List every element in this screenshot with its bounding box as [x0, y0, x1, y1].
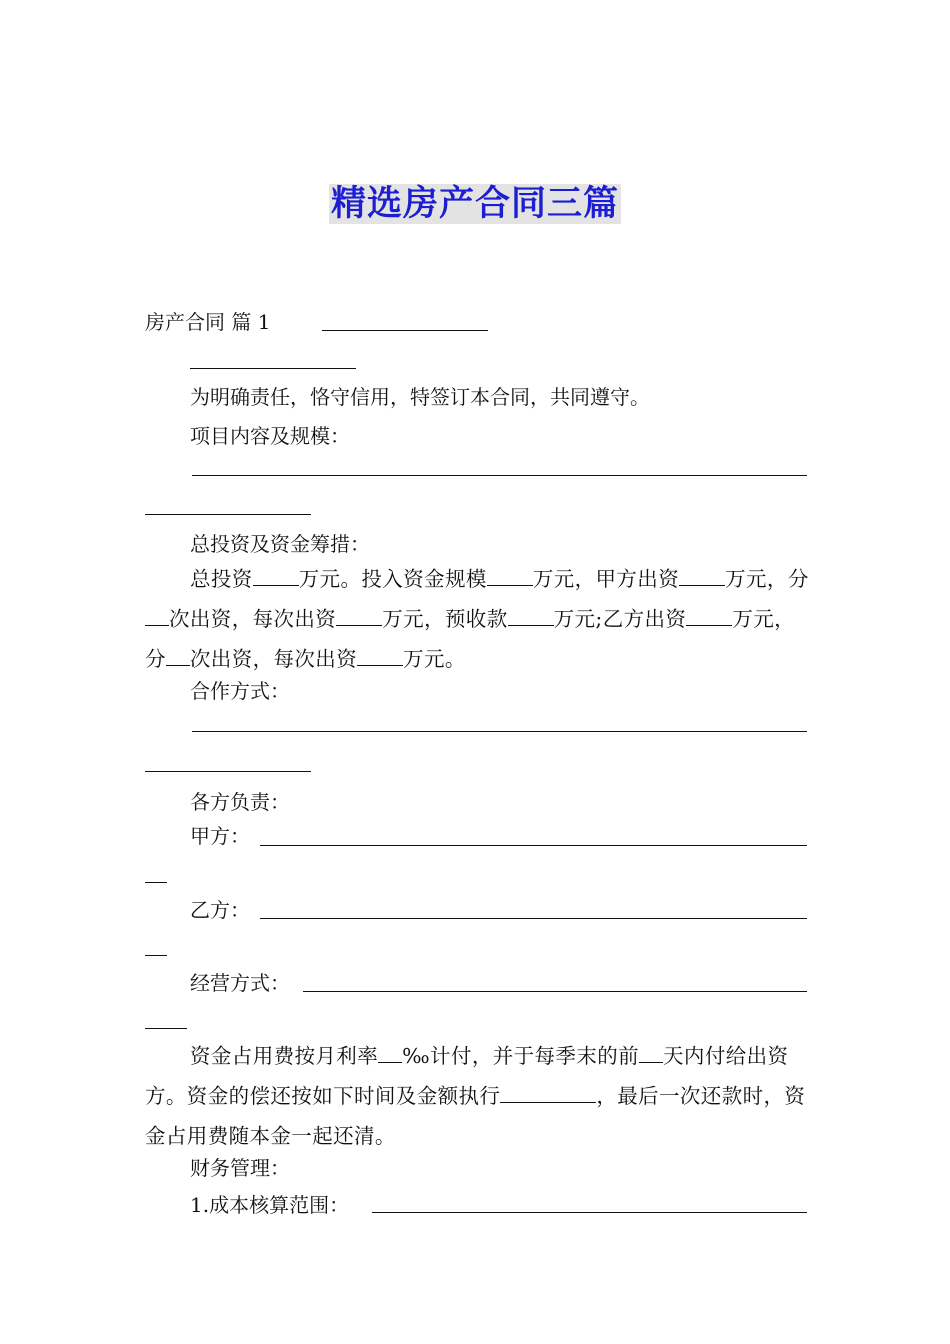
duties-label: 各方负责：: [190, 790, 290, 814]
blank-line: [145, 882, 167, 883]
document-title: 精选房产合同三篇: [330, 184, 619, 224]
blank-line: [260, 845, 807, 846]
blank-line: [145, 1028, 187, 1029]
blank-line: [260, 918, 807, 919]
cooperation-label: 合作方式：: [190, 679, 290, 703]
operation-label: 经营方式：: [190, 971, 290, 995]
party-b-label: 乙方：: [190, 898, 250, 922]
intro-text: 为明确责任，恪守信用，特签订本合同，共同遵守。: [190, 385, 650, 409]
party-a-label: 甲方：: [190, 824, 250, 848]
investment-paragraph: 总投资 万元。投入资金规模 万元，甲方出资 万元，分次出资，每次出资 万元，预收款 万元;乙方出资 万元，分 次出资，每次出资 万元。: [145, 567, 809, 671]
blank-line: [303, 991, 807, 992]
project-label: 项目内容及规模：: [190, 424, 350, 448]
blank-line: [372, 1212, 807, 1213]
finance-label: 财务管理：: [190, 1156, 290, 1180]
blank-line: [192, 475, 807, 476]
blank-line: [192, 731, 807, 732]
blank-line: [145, 514, 311, 515]
investment-label: 总投资及资金筹措：: [190, 532, 370, 556]
blank-line: [322, 330, 488, 331]
blank-line: [145, 771, 311, 772]
document-title-wrap: [0, 176, 950, 226]
blank-line: [190, 368, 356, 369]
cost-scope-label: 1.成本核算范围：: [190, 1193, 350, 1217]
fee-paragraph: 资金占用费按月利率 ‰计付，并于每季末的前 天内付给出资方。资金的偿还按如下时间及金额执行 ，最后一次还款时，资金占用费随本金一起还清。: [145, 1044, 806, 1148]
blank-line: [145, 955, 167, 956]
section-heading: 房产合同 篇 1: [145, 310, 271, 334]
